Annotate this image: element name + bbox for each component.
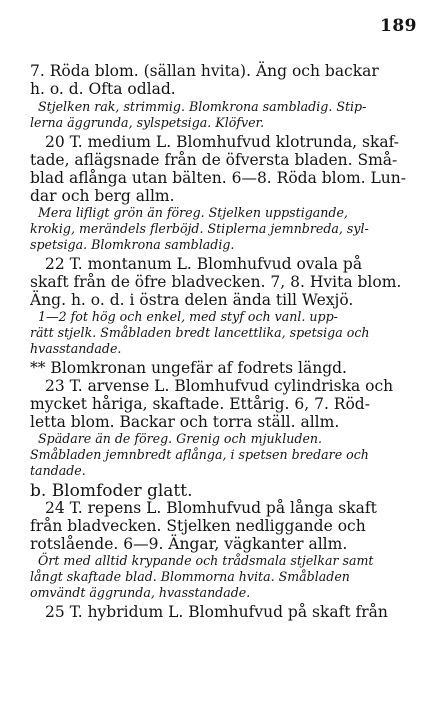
page-number: 189 bbox=[380, 16, 417, 36]
text-line: tandade. bbox=[30, 463, 86, 478]
text-line: b. Blomfoder glatt. bbox=[30, 481, 193, 501]
text-line: blad aflånga utan bälten. 6—8. Röda blom. Lun- bbox=[30, 169, 407, 187]
text-line: Äng. h. o. d. i östra delen ända till Wexjö. bbox=[30, 291, 354, 309]
text-line: 23 T. arvense L. Blomhufvud cylindriska och bbox=[45, 377, 394, 395]
text-line: 24 T. repens L. Blomhufvud på långa skaft bbox=[45, 499, 377, 517]
text-line: 20 T. medium L. Blomhufvud klotrunda, skaf- bbox=[45, 133, 400, 151]
text-line: Ört med alltid krypande och trådsmala stjelkar samt bbox=[38, 553, 374, 568]
text-line: 1—2 fot hög och enkel, med styf och vanl. upp- bbox=[38, 309, 338, 324]
text-line: spetsiga. Blomkrona sambladig. bbox=[30, 237, 235, 252]
text-line: 22 T. montanum L. Blomhufvud ovala på bbox=[45, 255, 363, 273]
text-line: Stjelken rak, strimmig. Blomkrona sambladig. Stip- bbox=[38, 99, 367, 114]
text-line: letta blom. Backar och torra ställ. allm. bbox=[30, 413, 340, 431]
text-line: ** Blomkronan ungefär af fodrets längd. bbox=[30, 359, 347, 377]
text-line: 25 T. hybridum L. Blomhufvud på skaft från bbox=[45, 603, 388, 621]
text-line: omvändt äggrunda, hvasstandade. bbox=[30, 585, 251, 600]
text-line: h. o. d. Ofta odlad. bbox=[30, 80, 176, 98]
text-line: mycket håriga, skaftade. Ettårig. 6, 7. Röd- bbox=[30, 395, 370, 413]
text-line: Mera lifligt grön än föreg. Stjelken uppstigande, bbox=[38, 205, 348, 220]
text-line: tade, aflägsnade från de öfversta bladen. Små- bbox=[30, 151, 398, 169]
text-line: från bladvecken. Stjelken nedliggande och bbox=[30, 517, 366, 535]
text-line: skaft från de öfre bladvecken. 7, 8. Hvita blom. bbox=[30, 273, 402, 291]
text-line: lerna äggrunda, sylspetsiga. Klöfver. bbox=[30, 115, 265, 130]
text-line: dar och berg allm. bbox=[30, 187, 175, 205]
text-line: krokig, merändels flerböjd. Stiplerna jemnbreda, syl- bbox=[30, 221, 369, 236]
text-line: rotslående. 6—9. Ängar, vägkanter allm. bbox=[30, 535, 348, 553]
text-line: långt skaftade blad. Blommorna hvita. Småbladen bbox=[30, 569, 350, 584]
text-line: 7. Röda blom. (sällan hvita). Äng och backar bbox=[30, 62, 379, 80]
text-line: rätt stjelk. Småbladen bredt lancettlika, spetsiga och bbox=[30, 325, 370, 340]
text-line: hvasstandade. bbox=[30, 341, 122, 356]
text-line: Småbladen jemnbredt aflånga, i spetsen bredare och bbox=[30, 447, 369, 462]
text-line: Spädare än de föreg. Grenig och mjukluden. bbox=[38, 431, 323, 446]
